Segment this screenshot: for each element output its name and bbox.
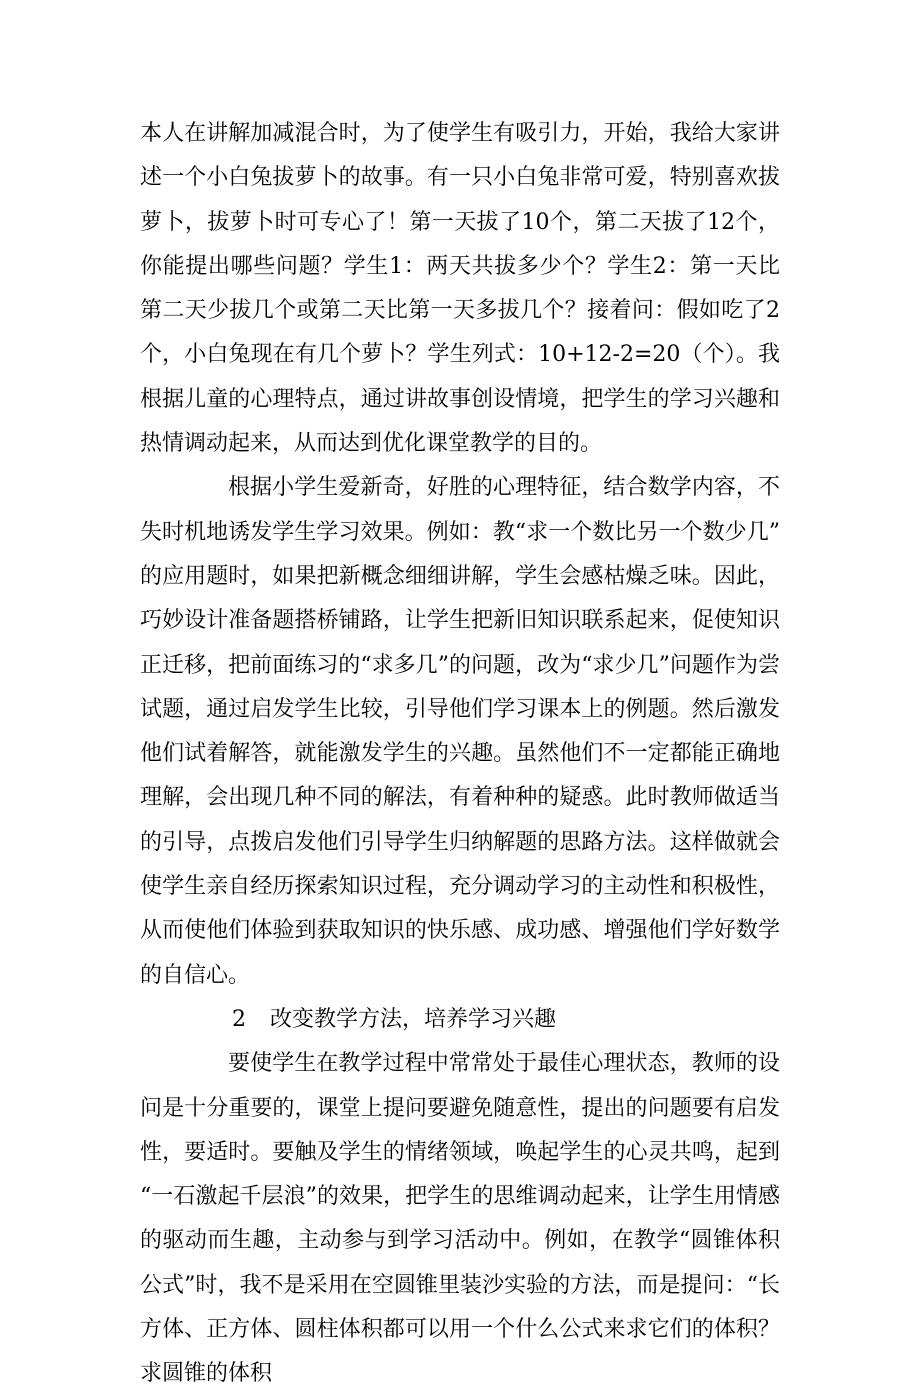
section-heading <box>140 998 780 1042</box>
section-number: 2 <box>232 1006 246 1032</box>
paragraph-2: 根据小学生爱新奇，好胜的心理特征，结合数学内容，不失时机地诱发学生学习效果。例如：教“求一个数比另一个数少几”的应用题时，如果把新概念细细讲解，学生会感枯燥乏味。因此，巧妙设计准备题搭桥铺路，让学生把新旧知识联系起来，促使知识正迁移，把前面练习的“求多几”的问题，改为“求少几”问题作为尝试题，通过启发学生比较，引导他们学习课本上的例题。然后激发他们试着解答，就能激发学生的兴趣。虽然他们不一定都能正确地理解，会出现几种不同的解法，有着种种的疑惑。此时教师做适当的引导，点拨启发他们引导学生归纳解题的思路方法。这样做就会使学生亲自经历探索知识过程，充分调动学习的主动性和积极性，从而使他们体验到获取知识的快乐感、成功感、增强他们学好数学的自信心。 <box>140 475 780 988</box>
paragraph-1: 本人在讲解加减混合时，为了使学生有吸引力，开始，我给大家讲述一个小白兔拔萝卜的故事。有一只小白兔非常可爱，特别喜欢拔萝卜，拔萝卜时可专心了！第一天拔了10个，第二天拔了12个，你能提出哪些问题？学生1：两天共拔多少个？学生2：第一天比第二天少拔几个或第二天比第一天多拔几个？接着问：假如吃了2个，小白兔现在有几个萝卜？学生列式：10+12-2=20（个）。我根据儿童的心理特点，通过讲故事创设情境，把学生的学习兴趣和热情调动起来，从而达到优化课堂教学的目的。 <box>140 121 780 457</box>
paragraph-3: 要使学生在教学过程中常常处于最佳心理状态，教师的设问是十分重要的，课堂上提问要避免随意性，提出的问题要有启发性，要适时。要触及学生的情绪领域，唤起学生的心灵共鸣，起到“一石激起千层浪”的效果，把学生的思维调动起来，让学生用情感的驱动而生趣，主动参与到学习活动中。例如，在教学“圆锥体积公式”时，我不是采用在空圆锥里装沙实验的方法，而是提问：“长方体、正方体、圆柱体积都可以用一个什么公式来求它们的体积？求圆锥的体积 <box>140 1051 780 1387</box>
document-body <box>140 112 780 1397</box>
section-title: 改变教学方法，培养学习兴趣 <box>270 1006 557 1032</box>
